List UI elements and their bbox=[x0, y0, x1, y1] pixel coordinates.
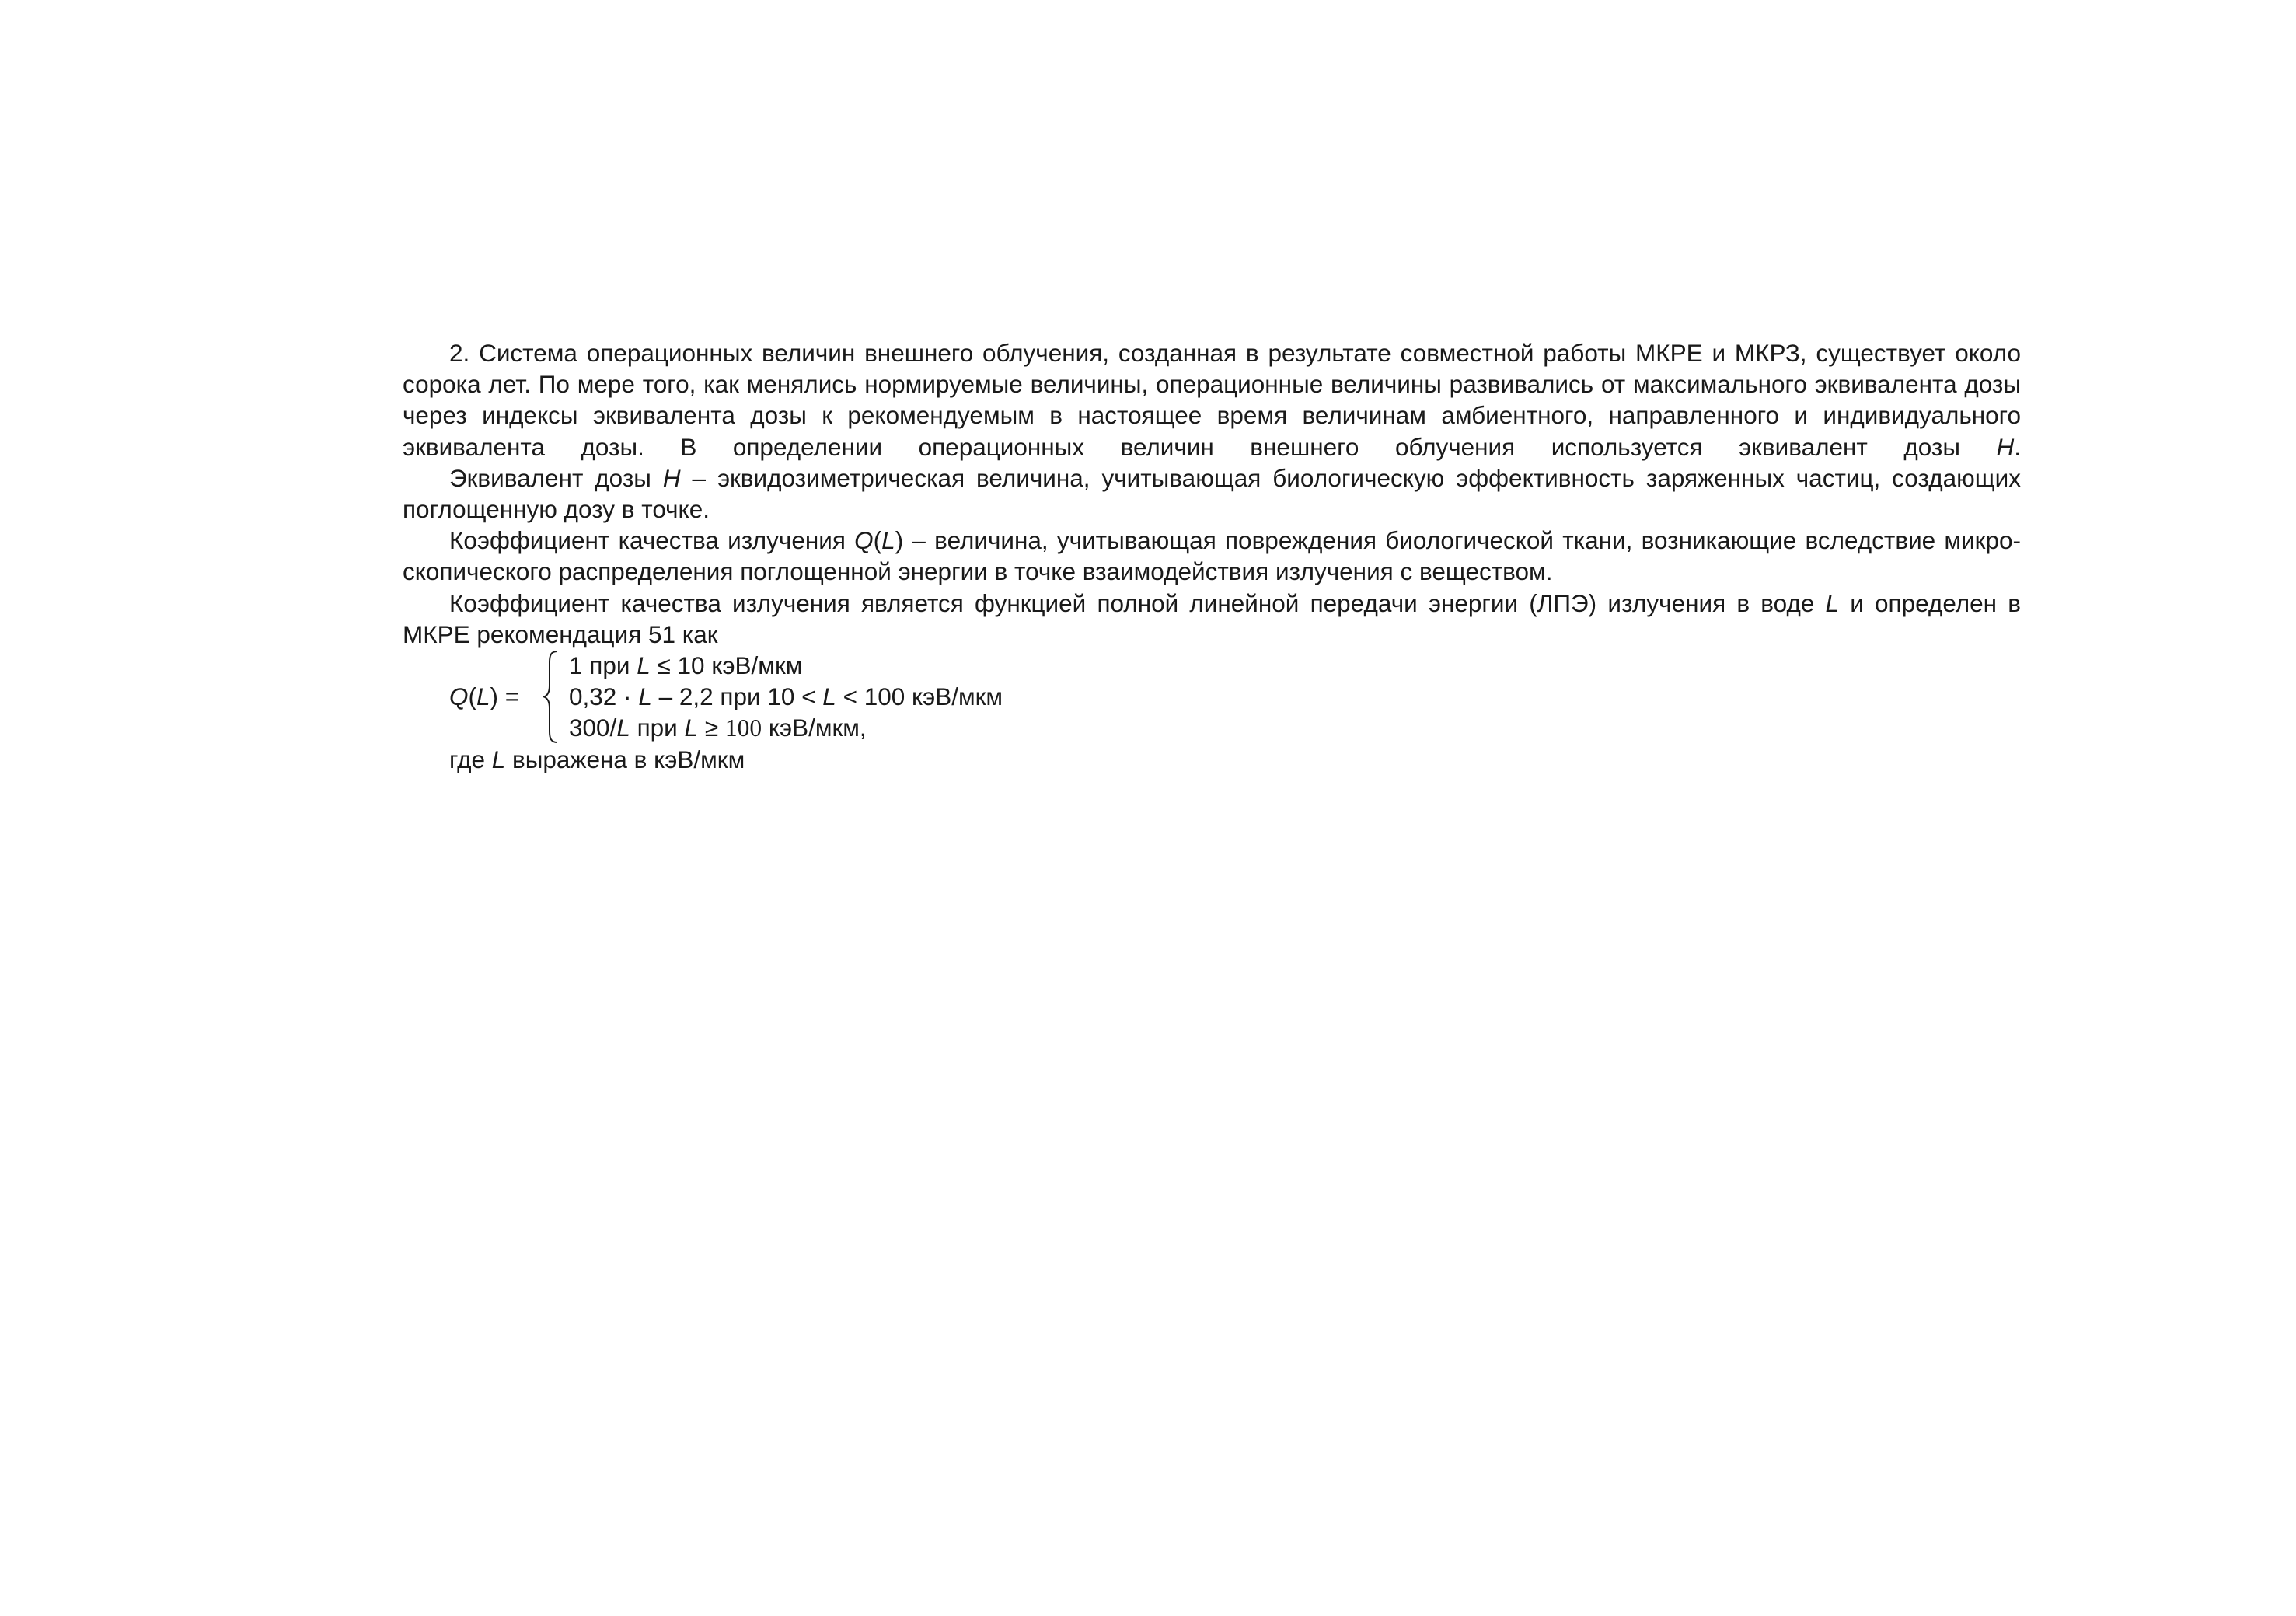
symbol-q: Q bbox=[854, 526, 874, 555]
paragraph-operational-quantities bbox=[403, 337, 2021, 462]
paragraph-let-function bbox=[403, 588, 2021, 650]
symbol-h: H bbox=[1996, 432, 2015, 461]
formula-case-low bbox=[569, 650, 1003, 681]
formula-case-mid bbox=[569, 681, 1003, 712]
quality-factor-formula bbox=[449, 650, 2021, 744]
case-3-connector: при bbox=[630, 714, 685, 742]
symbol-l: L bbox=[476, 682, 490, 711]
paragraph-3-tail: – величина, учитывающая повреждения биологической ткани, возникающие вследствие микро-скопического распределения поглощенной энергии в точке взаимодействия излучения с веществом. bbox=[403, 526, 2021, 586]
symbol-l: L bbox=[638, 682, 652, 711]
paragraph-1-tail: . bbox=[2014, 432, 2021, 461]
symbol-h: H bbox=[662, 463, 681, 492]
note-lead: где bbox=[449, 745, 492, 774]
paragraph-2-lead: Эквивалент дозы bbox=[449, 463, 663, 492]
paragraph-quality-factor bbox=[403, 525, 2021, 587]
case-3-operator: ≥ bbox=[698, 714, 725, 742]
formula-cases bbox=[569, 650, 1003, 744]
paren-close-equals: ) = bbox=[490, 682, 520, 711]
paragraph-4-lead: Коэффициент качества излучения является функцией полной линейной передачи энергии (ЛПЭ) излучения в воде bbox=[449, 588, 1826, 617]
case-1-condition: ≤ 10 кэВ/мкм bbox=[650, 651, 803, 680]
left-brace-icon bbox=[543, 650, 560, 744]
case-1-text: 1 при bbox=[569, 651, 637, 680]
symbol-l: L bbox=[684, 714, 699, 742]
symbol-l: L bbox=[491, 745, 506, 774]
case-2-coefficient: 0,32 · bbox=[569, 682, 639, 711]
formula-note bbox=[449, 744, 2021, 775]
paragraph-4-tail: и определен в МКРЕ рекомендация 51 как bbox=[403, 588, 2021, 648]
paragraph-1-text: 2. Система операционных величин внешнего облучения, созданная в результате совместной работы МКРЕ и МКРЗ, существует около сорока лет. По мере того, как менялись нормируемые величины, операционные величины развивались от максимального эквивалента дозы через индексы эквивалента дозы к рекомендуемым в настоящее время величинам амбиентного, направленного и индивидуального эквивалента дозы. В определении операционных величин внешнего облучения используется эквивалент дозы bbox=[403, 339, 2021, 461]
paragraph-2-tail: – эквидозиметрическая величина, учитывающая биологическую эффективность заряженных частиц, создающих поглощенную дозу в точке. bbox=[403, 463, 2021, 524]
paragraph-3-lead: Коэффициент качества излучения bbox=[449, 526, 855, 555]
paragraph-dose-equivalent bbox=[403, 462, 2021, 525]
symbol-l: L bbox=[822, 682, 836, 711]
paren-close: ) bbox=[895, 526, 904, 555]
case-3-unit: кэВ/мкм, bbox=[762, 714, 867, 742]
case-2-condition: < 100 кэВ/мкм bbox=[836, 682, 1003, 711]
document-body bbox=[403, 337, 2021, 775]
case-3-numerator: 300/ bbox=[569, 714, 617, 742]
symbol-l: L bbox=[637, 651, 651, 680]
symbol-l: L bbox=[1825, 588, 1840, 617]
case-3-threshold: 100 bbox=[724, 714, 762, 742]
paren-open: ( bbox=[468, 682, 477, 711]
symbol-l: L bbox=[881, 526, 895, 555]
symbol-q: Q bbox=[449, 682, 469, 711]
paren-open: ( bbox=[873, 526, 882, 555]
case-2-offset: – 2,2 при 10 < bbox=[651, 682, 823, 711]
formula-lhs bbox=[449, 681, 519, 712]
symbol-l: L bbox=[616, 714, 630, 742]
note-tail: выражена в кэВ/мкм bbox=[505, 745, 745, 774]
formula-case-high bbox=[569, 712, 1003, 743]
